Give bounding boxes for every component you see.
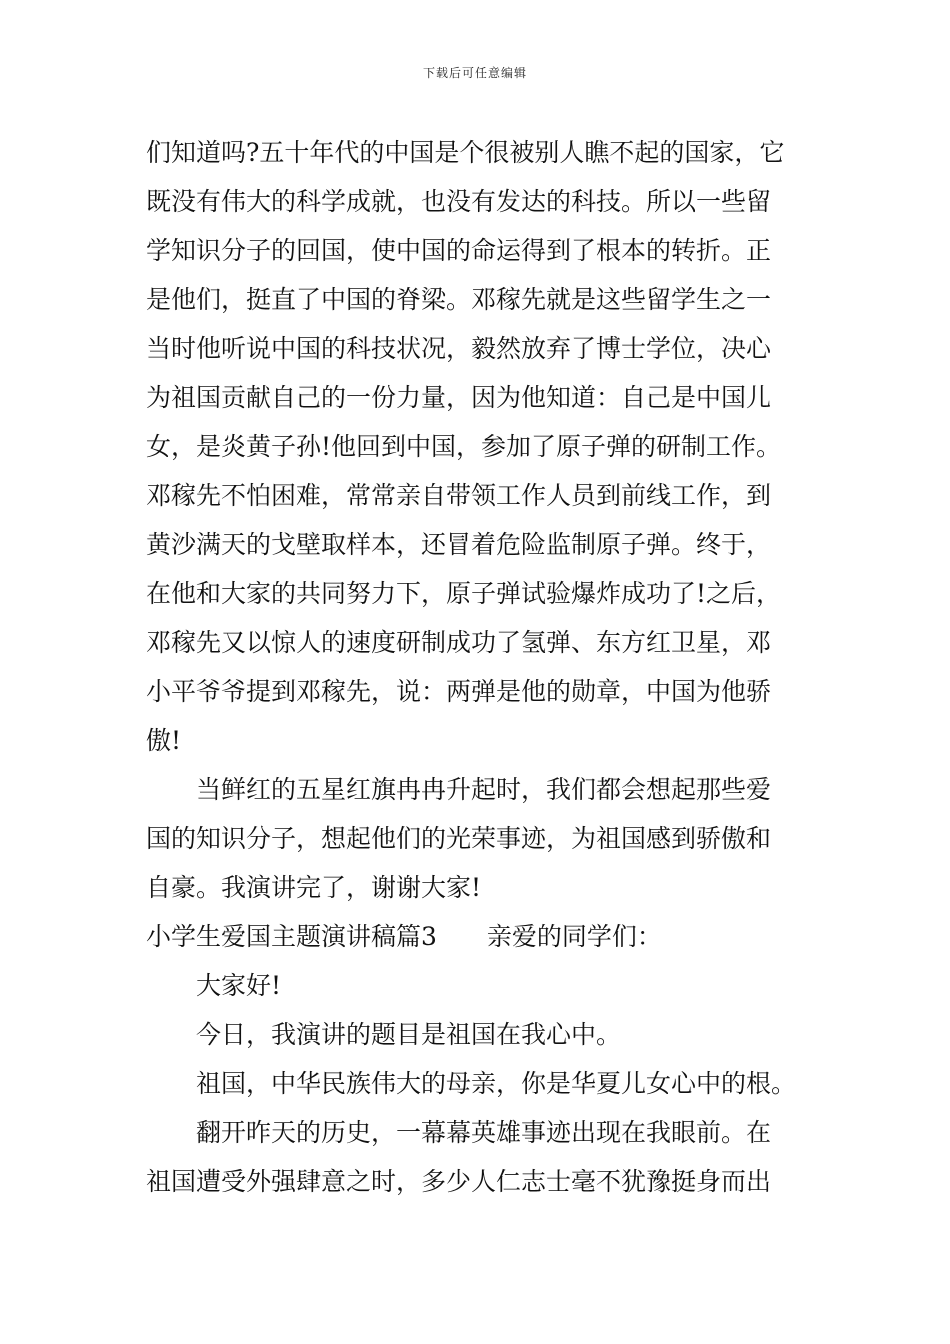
text-line: 祖国，中华民族伟大的母亲，你是华夏儿女心中的根。 [196, 1069, 797, 1098]
text-line: 祖国遭受外强肆意之时，多少人仁志士毫不犹豫挺身而出 [146, 1167, 772, 1196]
page-header: 下载后可任意编辑 [422, 66, 527, 80]
text-line: 当鲜红的五星红旗冉冉升起时，我们都会想起那些爱 [196, 775, 772, 804]
text-line: 为祖国贡献自己的一份力量，因为他知道：自己是中国儿 [146, 383, 772, 412]
text-line: 们知道吗?五十年代的中国是个很被别人瞧不起的国家，它 [146, 138, 785, 167]
text-line: 傲! [146, 726, 182, 755]
text-line: 翻开昨天的历史，一幕幕英雄事迹出现在我眼前。在 [196, 1118, 772, 1147]
text-line: 在他和大家的共同努力下，原子弹试验爆炸成功了!之后， [146, 579, 782, 608]
document-body [146, 128, 808, 1206]
text-line: 自豪。我演讲完了，谢谢大家! [146, 873, 482, 902]
text-line: 学知识分子的回国，使中国的命运得到了根本的转折。正 [146, 236, 772, 265]
text-line: 国的知识分子，想起他们的光荣事迹，为祖国感到骄傲和 [146, 824, 772, 853]
text-line: 既没有伟大的科学成就，也没有发达的科技。所以一些留 [146, 187, 772, 216]
text-line: 黄沙满天的戈壁取样本，还冒着危险监制原子弹。终于， [146, 530, 772, 559]
text-line: 小平爷爷提到邓稼先，说：两弹是他的勋章，中国为他骄 [146, 677, 772, 706]
section-heading-line: 小学生爱国主题演讲稿篇3 亲爱的同学们： [146, 922, 662, 951]
text-line: 当时他听说中国的科技状况，毅然放弃了博士学位，决心 [146, 334, 772, 363]
text-line: 是他们，挺直了中国的脊梁。邓稼先就是这些留学生之一 [146, 285, 772, 314]
text-line: 邓稼先不怕困难，常常亲自带领工作人员到前线工作，到 [146, 481, 772, 510]
text-line: 今日，我演讲的题目是祖国在我心中。 [196, 1020, 622, 1049]
text-line: 大家好! [196, 971, 282, 1000]
text-line: 邓稼先又以惊人的速度研制成功了氢弹、东方红卫星，邓 [146, 628, 772, 657]
text-line: 女，是炎黄子孙!他回到中国，参加了原子弹的研制工作。 [146, 432, 782, 461]
